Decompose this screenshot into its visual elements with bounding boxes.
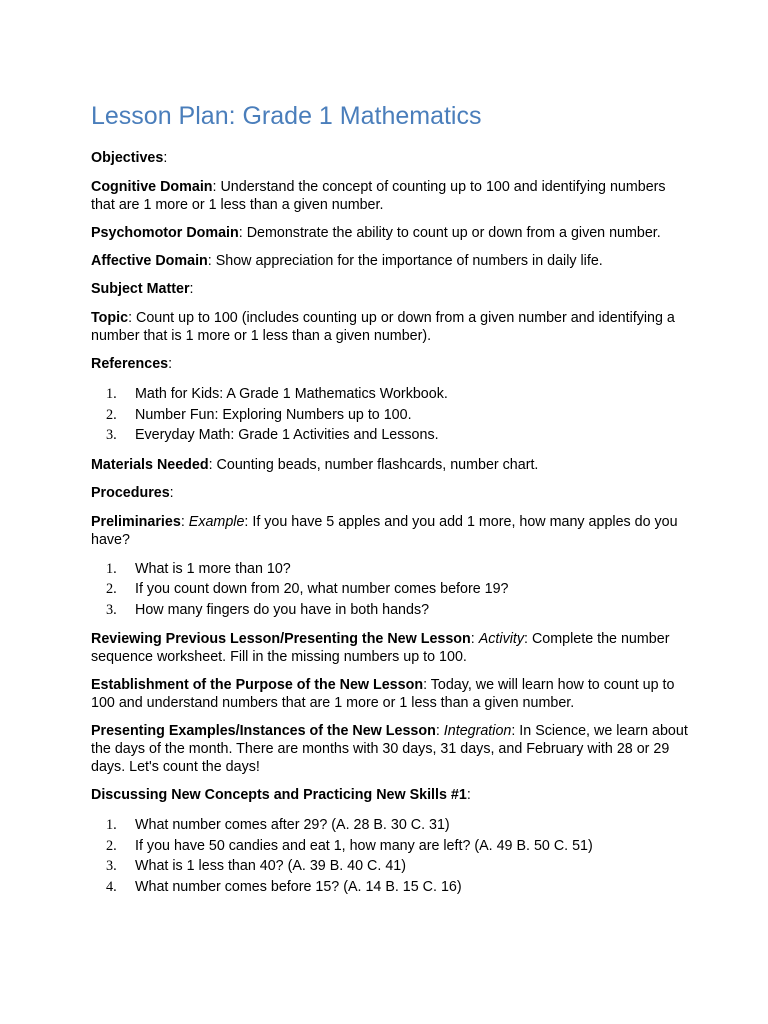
discussing-heading [91,786,691,804]
cognitive-label: Cognitive Domain [91,179,213,195]
question-text: What is 1 less than 40? (A. 39 B. 40 C. 41) [135,858,406,874]
reference-text: Everyday Math: Grade 1 Activities and Lessons. [135,427,439,443]
question-text: What number comes after 29? (A. 28 B. 30 C. 31) [135,817,450,833]
question-text: What number comes before 15? (A. 14 B. 15 C. 16) [135,878,462,895]
establishment-purpose [91,676,691,712]
document-page [91,102,691,907]
list-item [91,856,691,877]
list-number: 2. [106,406,117,423]
affective-domain [91,252,691,270]
list-number: 1. [106,817,117,833]
list-number: 2. [106,837,117,854]
colon: : [470,631,475,647]
list-item [91,877,691,898]
cognitive-domain [91,178,691,214]
list-number: 4. [106,878,117,895]
list-item [91,559,691,580]
list-item [91,405,691,426]
question-text: What is 1 more than 10? [135,560,291,577]
reviewing-lesson [91,630,691,666]
presenting-text: : In Science, we learn about the days of the month. There are months with 30 days, 31 days, and February with 28 or 29 days. Let's count the days! [91,723,688,775]
list-item [91,600,691,621]
cognitive-text: : Understand the concept of counting up to 100 and identifying numbers that are 1 more or 1 less than a given number. [91,179,666,213]
colon: : [180,513,185,530]
list-number: 1. [106,386,117,402]
list-number: 1. [106,560,117,577]
subject-matter-label: Subject Matter [91,281,190,297]
psychomotor-text: : Demonstrate the ability to count up or down from a given number. [238,225,661,241]
affective-label: Affective Domain [91,253,208,269]
list-number: 3. [106,427,117,443]
procedures-heading [91,484,691,502]
colon: : [169,484,174,501]
page-title: Lesson Plan: Grade 1 Mathematics [91,102,482,130]
procedures-label: Procedures [91,484,170,501]
topic [91,309,691,345]
subject-matter-heading [91,280,691,298]
preliminaries-text: : If you have 5 apples and you add 1 more, how many apples do you have? [91,513,678,548]
establishment-text: : Today, we will learn how to count up to 100 and understand numbers that are 1 more or 1 less than a given number. [91,677,675,711]
materials-needed [91,456,691,474]
affective-text: : Show appreciation for the importance of numbers in daily life. [207,253,603,269]
reference-text: Number Fun: Exploring Numbers up to 100. [135,406,412,423]
psychomotor-domain [91,224,691,242]
colon: : [168,356,173,372]
list-item [91,815,691,836]
discussing-label: Discussing New Concepts and Practicing New Skills #1 [91,787,467,803]
reviewing-text: : Complete the number sequence worksheet. Fill in the missing numbers up to 100. [91,631,670,665]
materials-label: Materials Needed [91,456,209,473]
topic-label: Topic [91,310,129,326]
question-text: How many fingers do you have in both hands? [135,601,430,618]
establishment-label: Establishment of the Purpose of the New Lesson [91,677,424,693]
presenting-examples [91,722,691,776]
references-list [91,384,691,446]
list-item [91,579,691,600]
objectives-heading [91,149,691,167]
references-label: References [91,356,169,372]
preliminaries-label: Preliminaries [91,513,181,530]
reviewing-label: Reviewing Previous Lesson/Presenting the New Lesson [91,631,471,647]
presenting-em: Integration [443,723,512,739]
presenting-label: Presenting Examples/Instances of the New Lesson [91,723,436,739]
list-item [91,425,691,446]
reviewing-em: Activity [478,631,525,647]
colon: : [466,787,471,803]
list-item [91,384,691,405]
colon: : [435,723,440,739]
list-number: 3. [106,601,117,618]
colon: : [163,150,168,166]
discussing-questions-list [91,815,691,897]
list-number: 2. [106,581,117,597]
colon: : [189,281,194,297]
references-heading [91,355,691,373]
reference-text: Math for Kids: A Grade 1 Mathematics Workbook. [135,386,448,402]
psychomotor-label: Psychomotor Domain [91,225,239,241]
preliminary-questions-list [91,559,691,621]
objectives-label: Objectives [91,150,164,166]
topic-text: : Count up to 100 (includes counting up or down from a given number and identifying a number that is 1 more or 1 less than a given number). [91,310,675,344]
list-number: 3. [106,858,117,874]
question-text: If you have 50 candies and eat 1, how many are left? (A. 49 B. 50 C. 51) [135,837,593,854]
materials-text: : Counting beads, number flashcards, number chart. [208,456,539,473]
preliminaries-em: Example [188,513,245,530]
question-text: If you count down from 20, what number comes before 19? [135,581,509,597]
preliminaries [91,513,691,549]
list-item [91,836,691,857]
